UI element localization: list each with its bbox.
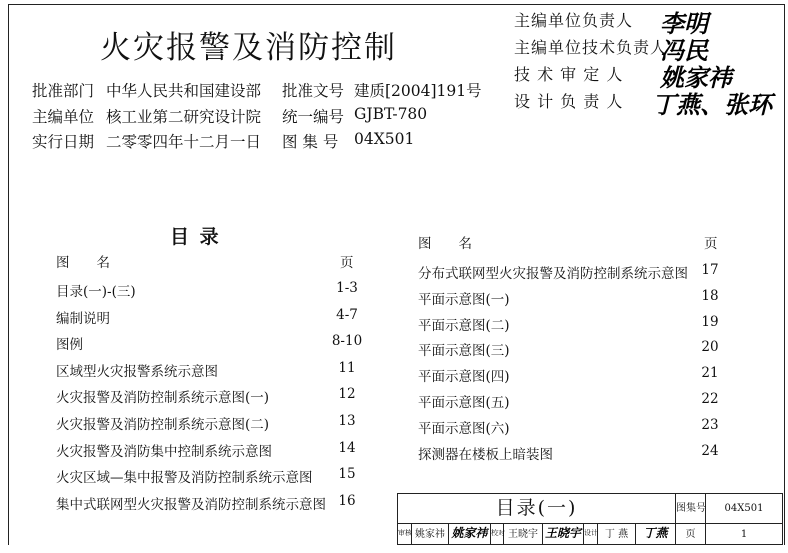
toc-entry-name: 平面示意图(三) xyxy=(418,343,510,360)
responsible-label: 主编单位技术负责人 xyxy=(514,38,668,57)
info-value: 建质[2004]191号 xyxy=(354,82,482,100)
review-label: 审核 xyxy=(398,524,412,545)
toc-entry-page: 22 xyxy=(701,391,719,407)
toc-left-col-name: 图 名 xyxy=(56,255,110,271)
info-value: 二零零四年十二月一日 xyxy=(106,133,262,151)
toc-entry-name: 平面示意图(六) xyxy=(418,420,510,437)
toc-entry-page: 1-3 xyxy=(336,280,358,296)
toc-entry-page: 19 xyxy=(701,313,719,330)
checker-name: 王晓宇 xyxy=(504,524,543,545)
toc-entry-page: 13 xyxy=(338,413,356,429)
signature: 姚家祎 xyxy=(660,63,732,92)
toc-entry-name: 平面示意图(一) xyxy=(418,291,510,308)
toc-entry-name: 区域型火灾报警系统示意图 xyxy=(56,363,218,380)
signature: 冯民 xyxy=(660,36,708,65)
reviewer-name: 姚家祎 xyxy=(412,524,449,545)
sheet-title: 目录(一) xyxy=(398,494,676,524)
toc-entry-name: 平面示意图(四) xyxy=(418,369,510,386)
toc-entry-name: 目录(一)-(三) xyxy=(56,284,136,300)
toc-entry-name: 火灾区域—集中报警及消防控制系统示意图 xyxy=(56,470,313,487)
checker-signature: 王晓宇 xyxy=(543,524,584,545)
responsible-label: 技 术 审 定 人 xyxy=(514,65,624,84)
info-label: 实行日期 xyxy=(32,133,95,151)
toc-entry-page: 8-10 xyxy=(331,333,363,350)
toc-entry-name: 集中式联网型火灾报警及消防控制系统示意图 xyxy=(56,496,326,513)
info-value: 04X501 xyxy=(354,130,415,148)
designer-signature: 丁燕 xyxy=(636,524,676,545)
toc-entry-name: 火灾报警及消防集中控制系统示意图 xyxy=(56,443,272,460)
toc-entry-page: 17 xyxy=(701,262,719,278)
toc-entry-page: 21 xyxy=(701,365,719,382)
toc-entry-page: 4-7 xyxy=(336,306,358,323)
designer-name: 丁 燕 xyxy=(598,524,636,545)
check-label: 校对 xyxy=(491,524,504,545)
info-label: 批准部门 xyxy=(32,82,95,100)
page-label: 页 xyxy=(676,524,706,545)
atlas-no-label: 图集号 xyxy=(676,494,706,524)
atlas-title: 火灾报警及消防控制 xyxy=(100,30,397,66)
info-value: GJBT-780 xyxy=(354,104,428,123)
toc-entry-name: 火灾报警及消防控制系统示意图(一) xyxy=(56,390,270,407)
toc-entry-name: 探测器在楼板上暗装图 xyxy=(418,446,553,463)
toc-entry-page: 23 xyxy=(701,416,719,433)
toc-entry-name: 编制说明 xyxy=(56,310,110,327)
toc-left-col-page: 页 xyxy=(340,255,354,271)
responsible-label: 设 计 负 责 人 xyxy=(514,92,624,111)
toc-entry-page: 16 xyxy=(338,492,356,509)
responsible-label: 主编单位负责人 xyxy=(514,11,634,30)
toc-entry-page: 14 xyxy=(338,439,356,456)
toc-entry-name: 火灾报警及消防控制系统示意图(二) xyxy=(56,417,270,433)
reviewer-signature: 姚家祎 xyxy=(449,524,491,545)
page-number: 1 xyxy=(706,524,783,545)
title-block xyxy=(397,493,783,545)
atlas-no: 04X501 xyxy=(706,494,783,524)
toc-entry-page: 15 xyxy=(338,466,356,483)
design-label: 设计 xyxy=(584,524,598,545)
toc-heading: 目 录 xyxy=(170,226,221,248)
signature: 李明 xyxy=(660,9,708,38)
toc-entry-name: 平面示意图(五) xyxy=(418,395,510,411)
toc-entry-page: 24 xyxy=(701,442,719,459)
toc-entry-page: 11 xyxy=(338,359,356,376)
toc-entry-page: 12 xyxy=(338,386,356,403)
toc-entry-name: 分布式联网型火灾报警及消防控制系统示意图 xyxy=(418,266,688,282)
info-label: 主编单位 xyxy=(32,107,95,126)
info-value: 中华人民共和国建设部 xyxy=(106,82,262,100)
toc-entry-page: 18 xyxy=(701,287,719,304)
toc-right-col-page: 页 xyxy=(704,236,718,252)
info-value: 核工业第二研究设计院 xyxy=(106,107,262,126)
toc-entry-name: 图例 xyxy=(56,337,83,354)
info-label: 批准文号 xyxy=(282,82,345,100)
toc-entry-name: 平面示意图(二) xyxy=(418,317,510,334)
toc-entry-page: 20 xyxy=(701,339,719,356)
toc-right-col-name: 图 名 xyxy=(418,236,472,252)
info-label: 图 集 号 xyxy=(282,133,339,151)
signature: 丁燕、张环 xyxy=(652,90,772,119)
info-label: 统一编号 xyxy=(282,107,345,126)
